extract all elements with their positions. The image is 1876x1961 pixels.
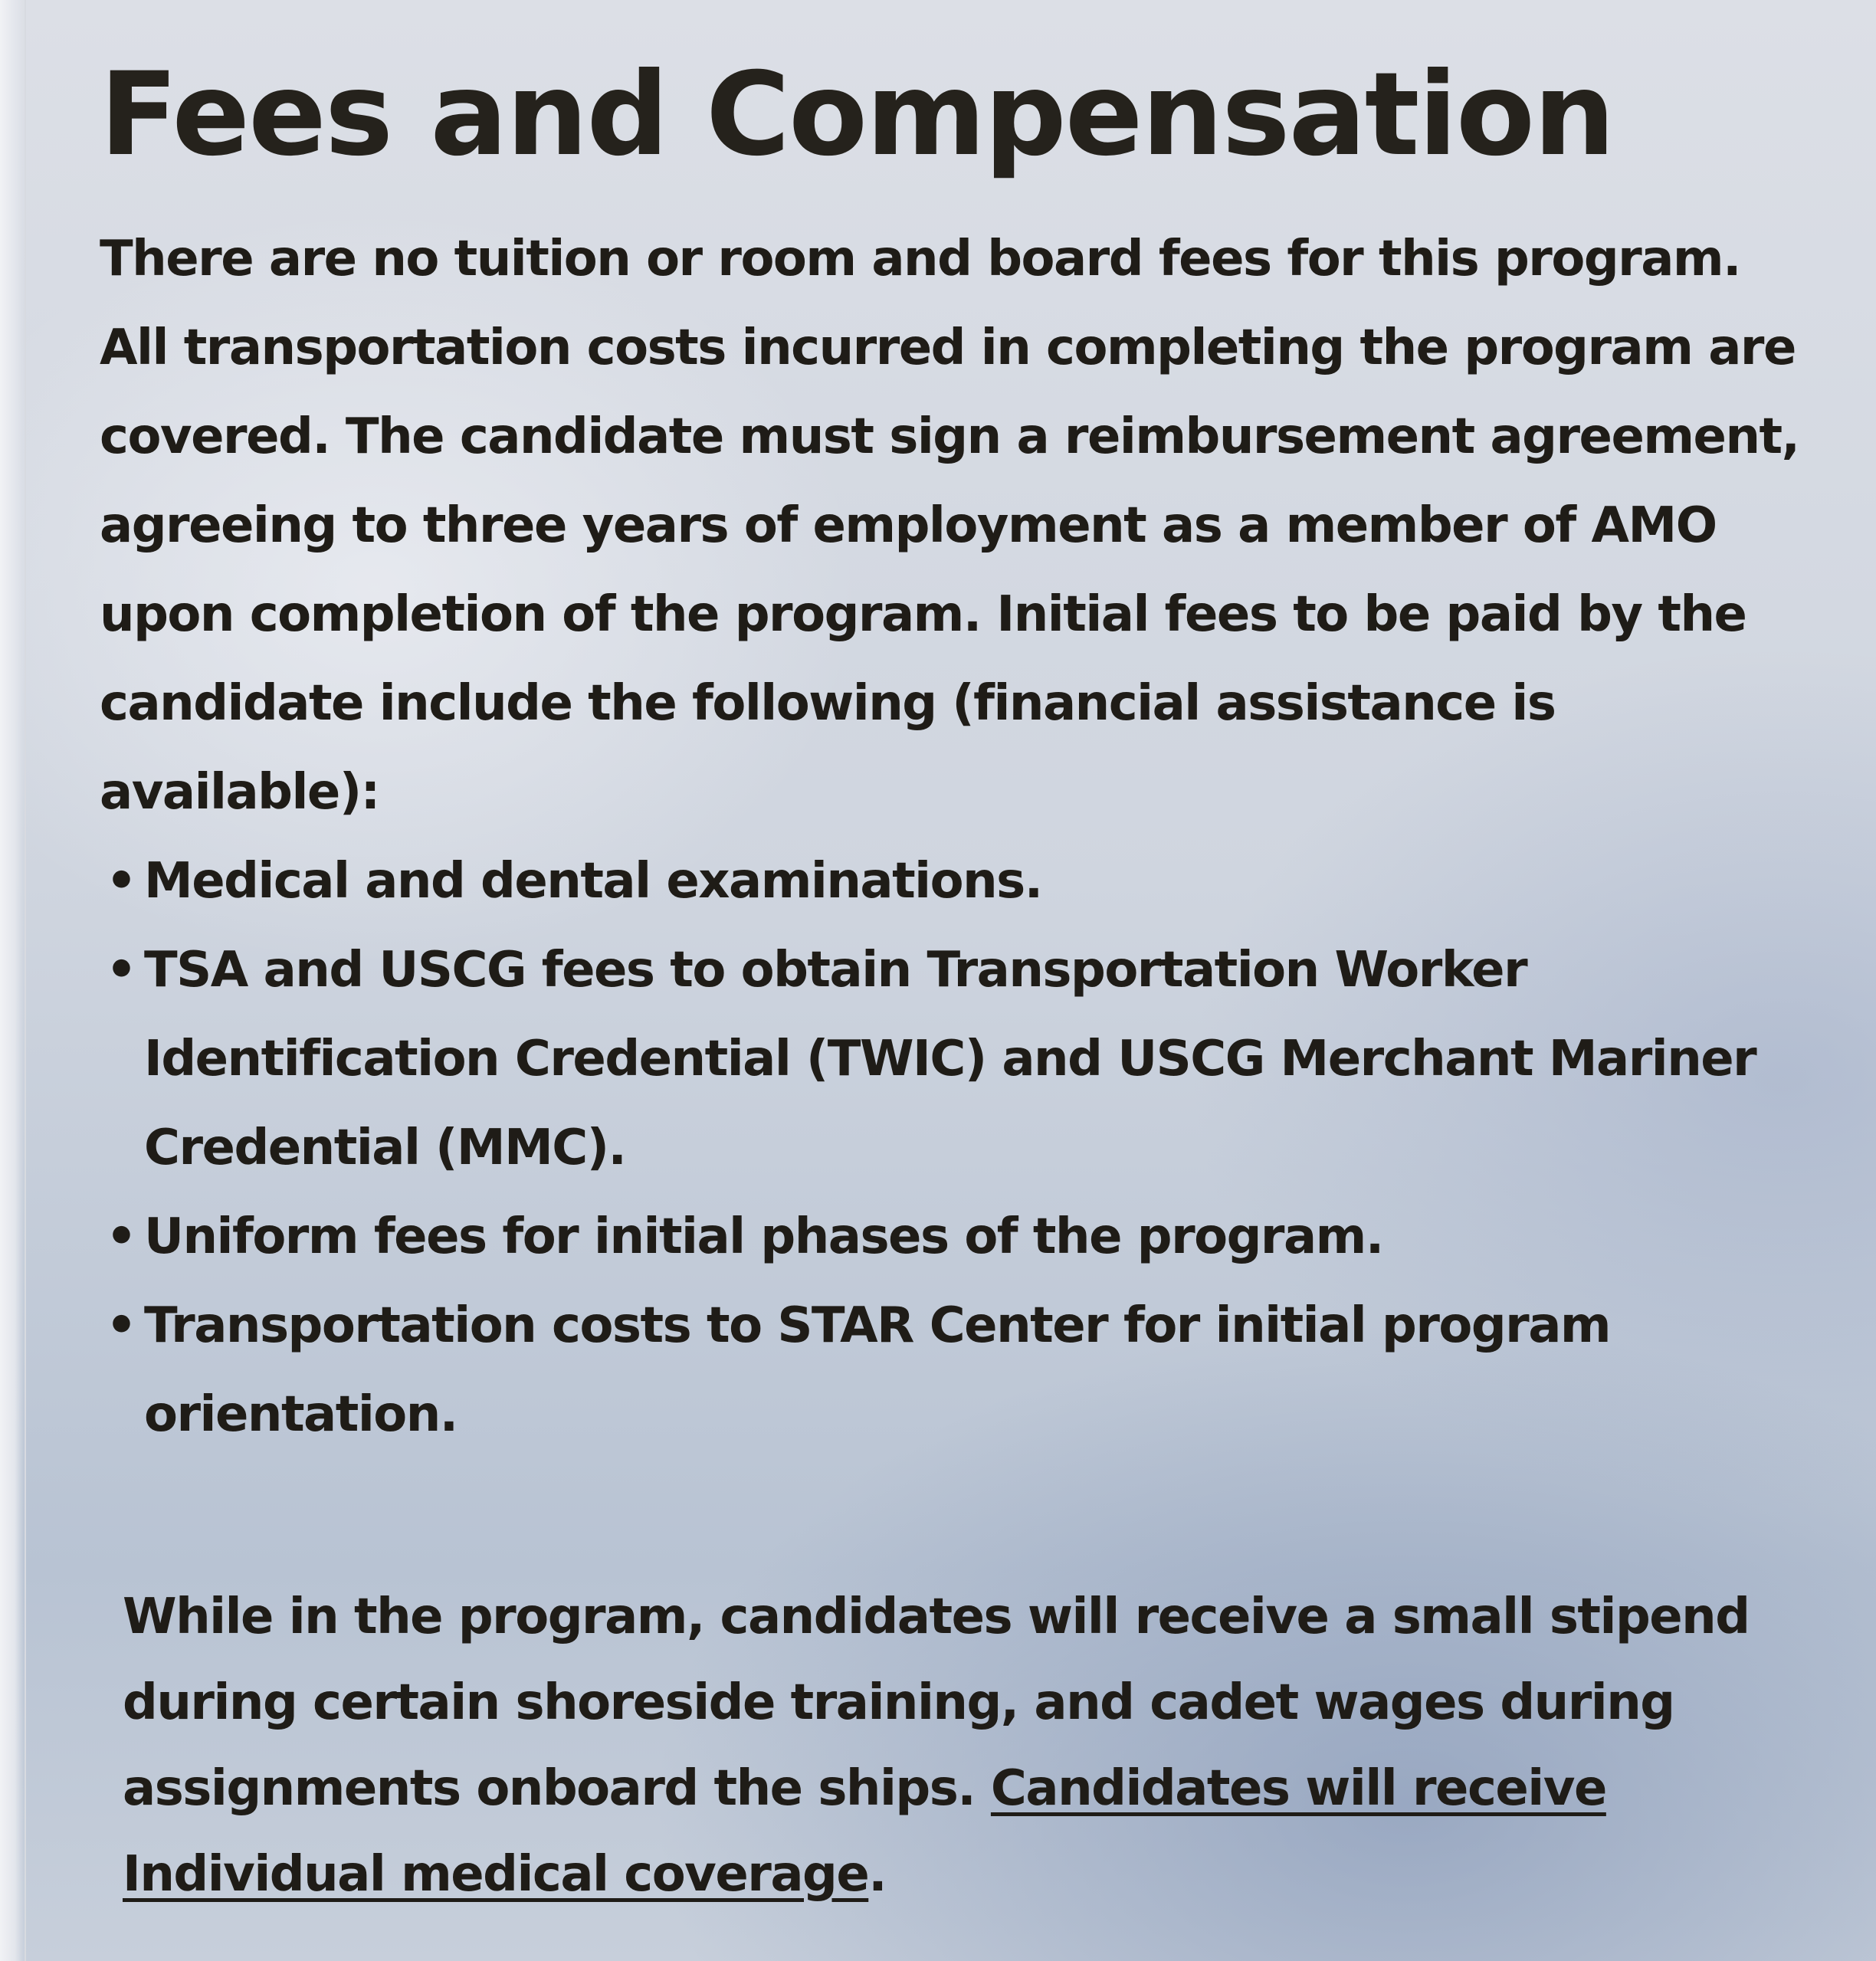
bullet-icon: •: [106, 1208, 136, 1265]
list-item: [100, 1192, 1807, 1281]
list-item-text: Uniform fees for initial phases of the program.: [144, 1208, 1383, 1265]
bullet-icon: •: [106, 942, 136, 999]
list-item-text: Medical and dental examinations.: [144, 853, 1042, 910]
list-item-text: TSA and USCG fees to obtain Transportation Worker Identification Credential (TWIC) and USCG Merchant Mariner Credential (MMC).: [144, 942, 1756, 1176]
intro-paragraph: There are no tuition or room and board fees for this program. All transportation costs incurred in completing the program are covered. The candidate must sign a reimbursement agreement, agreeing to three years of employment as a member of AMO upon completion of the program. Initial fees to be paid by the candidate include the following (financial assistance is available):: [100, 231, 1799, 821]
stipend-text: While in the program, candidates will receive a small stipend during certain shoreside training, and cadet wages during assignments onboard the ships.: [123, 1589, 1750, 1817]
list-item-text: Transportation costs to STAR Center for initial program orientation.: [144, 1297, 1611, 1443]
page-fold-edge: [0, 0, 26, 1961]
stipend-paragraph: [123, 1574, 1778, 1917]
fees-section: [100, 46, 1809, 1917]
section-title: Fees and Compensation: [100, 48, 1614, 182]
list-item: [100, 837, 1807, 926]
medical-coverage-text: Candidates will receive Individual medical coverage: [123, 1760, 1606, 1903]
list-item: [100, 926, 1807, 1192]
bullet-icon: •: [106, 1297, 136, 1354]
fees-list: [100, 837, 1809, 1459]
bullet-icon: •: [106, 853, 136, 910]
list-item: [100, 1281, 1807, 1459]
medical-coverage-period: .: [868, 1846, 887, 1903]
